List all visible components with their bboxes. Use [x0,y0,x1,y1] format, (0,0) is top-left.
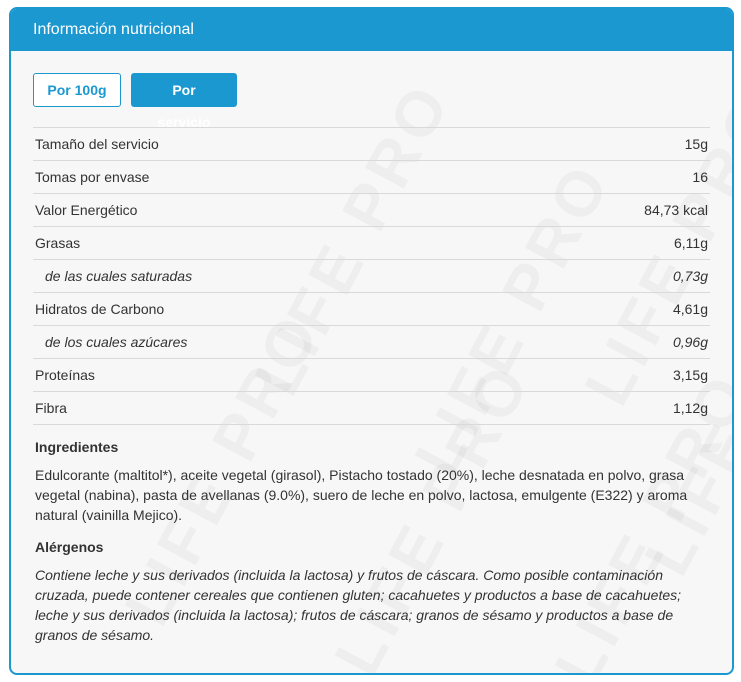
table-row [33,161,710,194]
table-row [33,359,710,392]
ingredients-heading: Ingredientes [35,439,119,455]
row-label: Proteínas [33,359,509,392]
table-row [33,194,710,227]
tab-per-100g[interactable]: Por 100g [33,73,121,107]
unit-tabs [33,73,710,130]
table-row [33,128,710,161]
row-label: de las cuales saturadas [33,260,509,293]
table-row [33,227,710,260]
row-label: Fibra [33,392,509,425]
table-row [33,293,710,326]
ingredients-text: Edulcorante (maltitol*), aceite vegetal (girasol), Pistacho tostado (20%), leche desnatada en polvo, grasa vegetal (nabina), pasta de avellanas (9.0%), suero de leche en polvo, lactosa, emulgente (E322) y aroma natural (vainilla Mejico). [35,467,688,523]
row-value: 0,96g [509,326,710,359]
row-value: 16 [509,161,710,194]
row-value: 84,73 kcal [509,194,710,227]
row-label: de los cuales azúcares [33,326,509,359]
table-row [33,392,710,425]
panel-header: Información nutricional [11,9,732,51]
row-label: Hidratos de Carbono [33,293,509,326]
allergens-text: Contiene leche y sus derivados (incluida la lactosa) y frutos de cáscara. Como posible contaminación cruzada, puede contener cereales que contienen gluten; cacahuetes y productos a base de cacahuetes; leche y sus derivados (incluida la lactosa); frutos de cáscara; granos de sésamo y productos a base de granos de sésamo. [35,567,682,643]
row-value: 1,12g [509,392,710,425]
row-label: Tomas por envase [33,161,509,194]
row-value: 4,61g [509,293,710,326]
row-label: Grasas [33,227,509,260]
allergens-heading: Alérgenos [35,539,104,555]
table-row [33,326,710,359]
row-label: Tamaño del servicio [33,128,509,161]
row-value: 3,15g [509,359,710,392]
nutrition-table [33,127,710,425]
row-value: 6,11g [509,227,710,260]
nutrition-panel [9,7,734,675]
row-value: 0,73g [509,260,710,293]
tab-per-serving[interactable]: Por servicio [131,73,237,107]
panel-content [11,51,732,645]
table-row [33,260,710,293]
row-label: Valor Energético [33,194,509,227]
row-value: 15g [509,128,710,161]
